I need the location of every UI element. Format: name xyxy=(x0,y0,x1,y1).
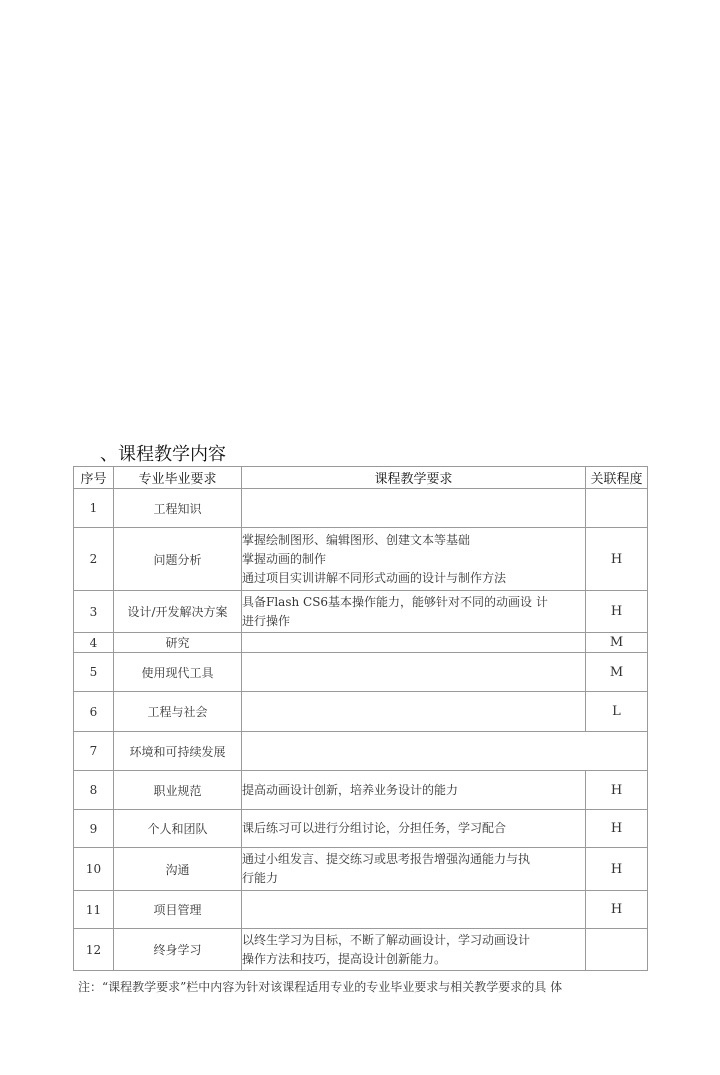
row-level: M xyxy=(586,653,648,692)
teaching-line: 以终生学习为目标，不断了解动画设计，学习动画设计 xyxy=(242,932,531,947)
row-level: H xyxy=(586,771,648,810)
row-level: H xyxy=(586,810,648,848)
row-teaching xyxy=(242,591,586,633)
row-teaching xyxy=(242,528,586,591)
teaching-line: 通过项目实训讲解不同形式动画的设计与制作方法 xyxy=(242,570,507,585)
teaching-line: 掌握动画的制作 xyxy=(242,551,327,566)
row-requirement: 沟通 xyxy=(114,848,242,891)
header-requirement: 专业毕业要求 xyxy=(114,467,242,489)
row-num: 10 xyxy=(74,848,114,891)
row-requirement: 终身学习 xyxy=(114,929,242,971)
teaching-line: 掌握绘制图形、编辑图形、创建文本等基础 xyxy=(242,532,471,547)
table-row xyxy=(74,489,648,528)
row-num: 3 xyxy=(74,591,114,633)
row-level xyxy=(586,489,648,528)
teaching-line: 具备Flash CS6基本操作能力，能够针对不同的动画设 计 xyxy=(242,594,548,609)
table-row xyxy=(74,732,648,771)
row-requirement: 工程与社会 xyxy=(114,692,242,732)
row-level xyxy=(586,929,648,971)
teaching-line: 操作方法和技巧，提高设计创新能力。 xyxy=(242,951,447,966)
row-teaching xyxy=(242,489,586,528)
row-requirement: 个人和团队 xyxy=(114,810,242,848)
header-num: 序号 xyxy=(74,467,114,489)
table-row xyxy=(74,692,648,732)
row-level: H xyxy=(586,528,648,591)
header-teaching: 课程教学要求 xyxy=(242,467,586,489)
row-requirement: 环境和可持续发展 xyxy=(114,732,242,771)
row-requirement: 职业规范 xyxy=(114,771,242,810)
row-num: 4 xyxy=(74,633,114,653)
row-teaching xyxy=(242,633,586,653)
row-requirement: 问题分析 xyxy=(114,528,242,591)
row-requirement: 研究 xyxy=(114,633,242,653)
row-requirement: 工程知识 xyxy=(114,489,242,528)
table-row xyxy=(74,810,648,848)
row-teaching xyxy=(242,692,586,732)
row-num: 2 xyxy=(74,528,114,591)
header-level: 关联程度 xyxy=(586,467,648,489)
row-teaching xyxy=(242,810,586,848)
row-requirement: 设计/开发解决方案 xyxy=(114,591,242,633)
table-row xyxy=(74,771,648,810)
teaching-line: 行能力 xyxy=(242,871,279,885)
teaching-line: 课后练习可以进行分组讨论，分担任务，学习配合 xyxy=(242,821,507,835)
row-num: 1 xyxy=(74,489,114,528)
row-requirement: 使用现代工具 xyxy=(114,653,242,692)
row-teaching xyxy=(242,929,586,971)
table-row xyxy=(74,848,648,891)
row-teaching xyxy=(242,732,648,771)
teaching-line: 通过小组发言、提交练习或思考报告增强沟通能力与执 xyxy=(242,852,531,866)
row-num: 11 xyxy=(74,891,114,929)
row-level: H xyxy=(586,891,648,929)
row-level: M xyxy=(586,633,648,653)
table-row xyxy=(74,929,648,971)
row-teaching xyxy=(242,771,586,810)
row-num: 8 xyxy=(74,771,114,810)
table-row xyxy=(74,653,648,692)
footnote: 注：“课程教学要求”栏中内容为针对该课程适用专业的专业毕业要求与相关教学要求的具 体 xyxy=(78,980,563,994)
row-num: 9 xyxy=(74,810,114,848)
teaching-line: 进行操作 xyxy=(242,613,291,628)
section-title: 、课程教学内容 xyxy=(100,444,226,465)
table-header-row xyxy=(74,467,648,489)
row-num: 6 xyxy=(74,692,114,732)
row-num: 7 xyxy=(74,732,114,771)
table-row xyxy=(74,591,648,633)
row-teaching xyxy=(242,891,586,929)
table-row xyxy=(74,633,648,653)
row-teaching xyxy=(242,848,586,891)
row-level: L xyxy=(586,692,648,732)
table-row xyxy=(74,891,648,929)
teaching-line: 提高动画设计创新，培养业务设计的能力 xyxy=(242,782,459,797)
course-content-table xyxy=(73,466,648,971)
table-row xyxy=(74,528,648,591)
row-level: H xyxy=(586,591,648,633)
row-requirement: 项目管理 xyxy=(114,891,242,929)
row-num: 5 xyxy=(74,653,114,692)
row-level: H xyxy=(586,848,648,891)
row-teaching xyxy=(242,653,586,692)
row-num: 12 xyxy=(74,929,114,971)
